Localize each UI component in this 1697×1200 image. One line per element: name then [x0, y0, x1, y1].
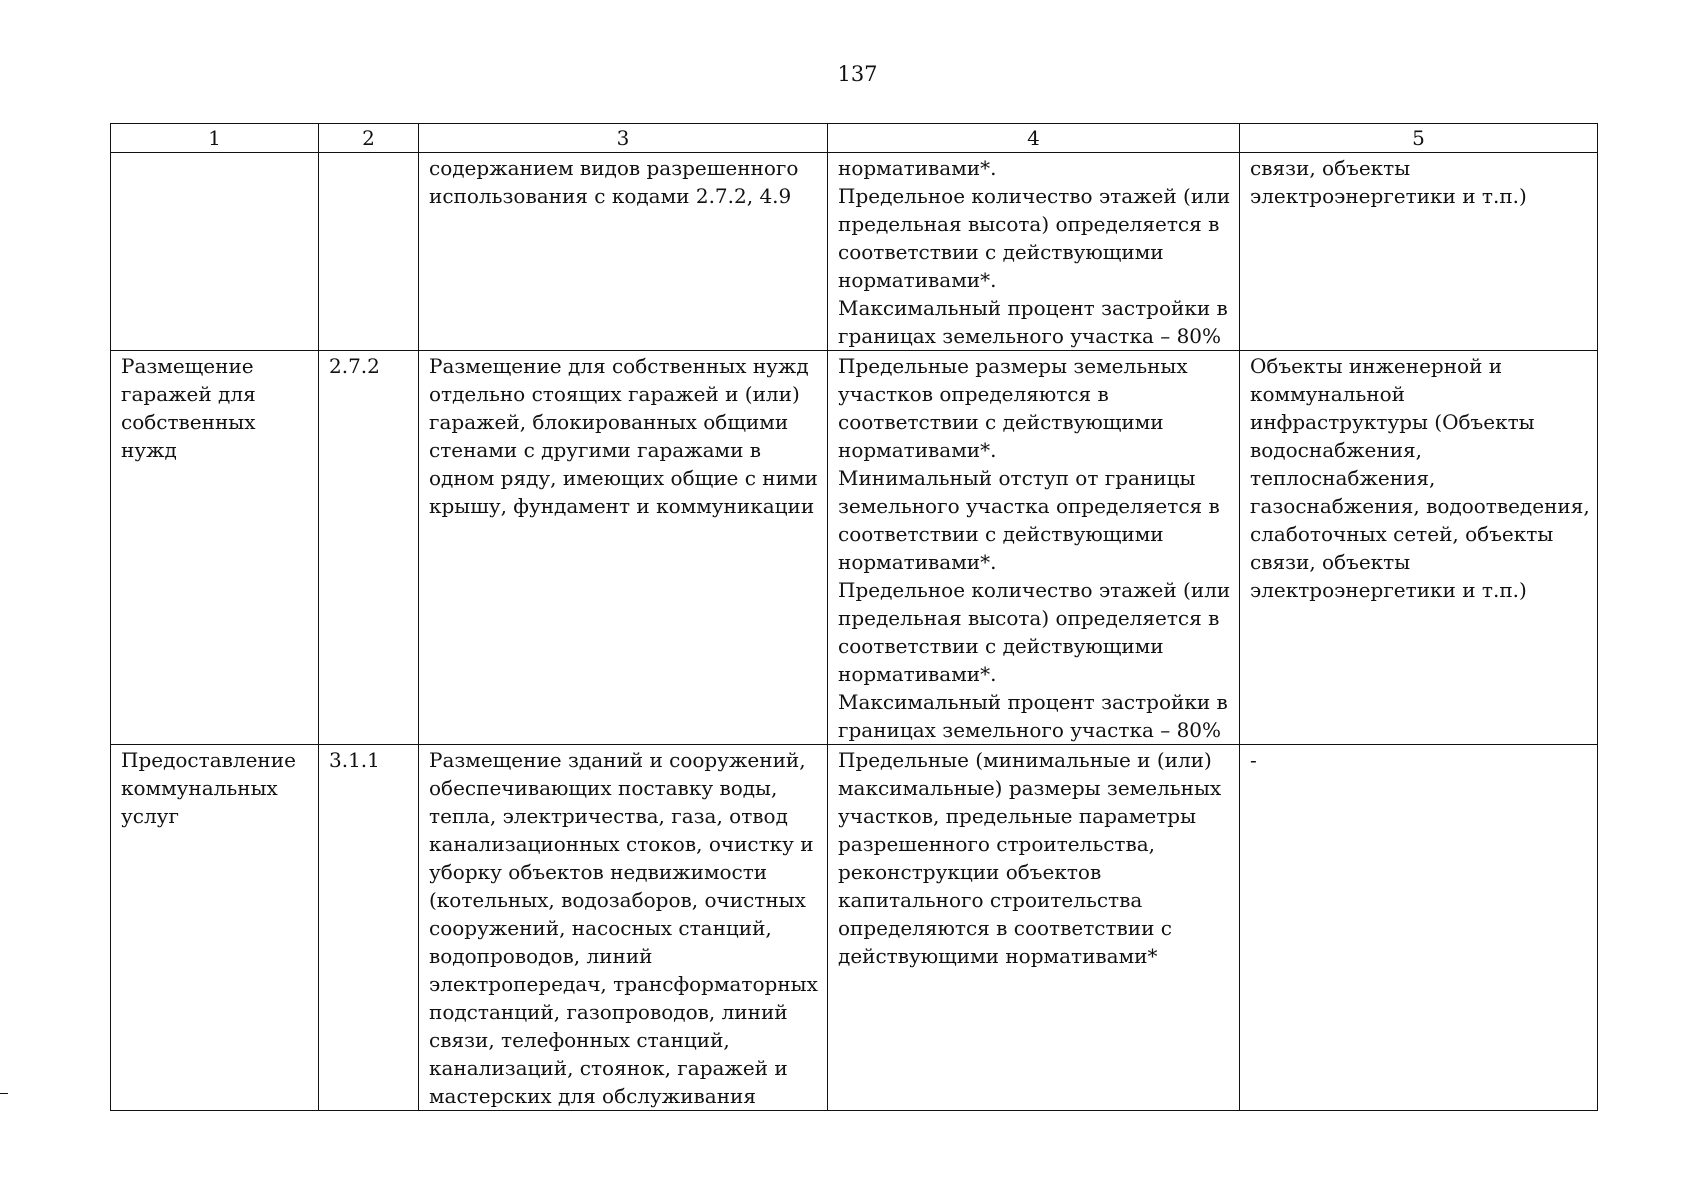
cell-text-line: участков, предельные параметры — [838, 804, 1197, 828]
cell-use-name — [111, 745, 319, 1111]
cell-text-line: Предельные (минимальные и (или) — [838, 748, 1212, 772]
cell-code — [319, 351, 419, 745]
cell-text-line: Максимальный процент застройки в — [838, 296, 1228, 320]
cell-auxiliary-objects — [1240, 153, 1598, 351]
cell-text-line: нормативами*. — [838, 438, 997, 462]
cell-text-line: Размещение — [121, 354, 254, 378]
cell-use-name — [111, 153, 319, 351]
page-number: 137 — [837, 62, 878, 86]
header-col-5: 5 — [1240, 124, 1598, 153]
cell-text-line: коммунальной — [1250, 382, 1405, 406]
cell-text-line: участков определяются в — [838, 382, 1109, 406]
cell-text-line: электроэнергетики и т.п.) — [1250, 578, 1527, 602]
cell-text-line: Максимальный процент застройки в — [838, 690, 1228, 714]
cell-text-line: инфраструктуры (Объекты — [1250, 410, 1535, 434]
cell-text-line: максимальные) размеры земельных — [838, 776, 1222, 800]
cell-text-line: водоснабжения, — [1250, 438, 1423, 462]
cell-text-line: капитального строительства — [838, 888, 1143, 912]
cell-text-line: 2.7.2 — [329, 354, 380, 378]
cell-text-line: соответствии с действующими — [838, 522, 1164, 546]
cell-parameters — [828, 153, 1240, 351]
cell-text-line: определяются в соответствии с — [838, 916, 1173, 940]
cell-text-line: 3.1.1 — [329, 748, 380, 772]
cell-text-line: обеспечивающих поставку воды, — [429, 776, 778, 800]
table-header-row — [111, 124, 1598, 153]
cell-use-description — [419, 153, 828, 351]
cell-text-line: нормативами*. — [838, 550, 997, 574]
cell-text-line: уборку объектов недвижимости — [429, 860, 768, 884]
cell-text-line: земельного участка определяется в — [838, 494, 1220, 518]
header-col-1: 1 — [111, 124, 319, 153]
cell-text-line: предельная высота) определяется в — [838, 212, 1220, 236]
cell-text-line: слаботочных сетей, объекты — [1250, 522, 1554, 546]
cell-text-line: соответствии с действующими — [838, 410, 1164, 434]
cell-code — [319, 745, 419, 1111]
table-row — [111, 745, 1598, 1111]
cell-text-line: нормативами*. — [838, 156, 997, 180]
cell-text-line: электроэнергетики и т.п.) — [1250, 184, 1527, 208]
table-row — [111, 351, 1598, 745]
cell-text-line: гаражей для — [121, 382, 256, 406]
cell-text-line: реконструкции объектов — [838, 860, 1102, 884]
cell-text-line: Предельные размеры земельных — [838, 354, 1188, 378]
cell-text-line: подстанций, газопроводов, линий — [429, 1000, 788, 1024]
cell-text-line: связи, объекты — [1250, 550, 1411, 574]
cell-text-line: использования с кодами 2.7.2, 4.9 — [429, 184, 792, 208]
cell-use-description — [419, 351, 828, 745]
cell-parameters — [828, 351, 1240, 745]
cell-text-line: водопроводов, линий — [429, 944, 653, 968]
cell-text-line: соответствии с действующими — [838, 240, 1164, 264]
cell-auxiliary-objects — [1240, 745, 1598, 1111]
cell-text-line: тепла, электричества, газа, отвод — [429, 804, 788, 828]
cell-text-line: мастерских для обслуживания — [429, 1084, 756, 1108]
cell-auxiliary-objects — [1240, 351, 1598, 745]
cell-text-line: Предельное количество этажей (или — [838, 578, 1231, 602]
cell-text-line: Предоставление — [121, 748, 296, 772]
cell-text-line: Размещение зданий и сооружений, — [429, 748, 806, 772]
cell-text-line: границах земельного участка – 80% — [838, 324, 1222, 348]
regulations-table — [110, 123, 1598, 1111]
cell-text-line: сооружений, насосных станций, — [429, 916, 772, 940]
cell-parameters — [828, 745, 1240, 1111]
cell-text-line: нормативами*. — [838, 662, 997, 686]
cell-text-line: предельная высота) определяется в — [838, 606, 1220, 630]
cell-text-line: одном ряду, имеющих общие с ними — [429, 466, 818, 490]
cell-text-line: связи, телефонных станций, — [429, 1028, 730, 1052]
cell-text-line: гаражей, блокированных общими — [429, 410, 789, 434]
header-col-2: 2 — [319, 124, 419, 153]
cell-text-line: (котельных, водозаборов, очистных — [429, 888, 806, 912]
cell-code — [319, 153, 419, 351]
cell-text-line: услуг — [121, 804, 179, 828]
header-col-4: 4 — [828, 124, 1240, 153]
margin-dash — [0, 1093, 8, 1094]
header-col-3: 3 — [419, 124, 828, 153]
cell-text-line: электропередач, трансформаторных — [429, 972, 818, 996]
cell-text-line: Минимальный отступ от границы — [838, 466, 1196, 490]
cell-text-line: газоснабжения, водоотведения, — [1250, 494, 1590, 518]
cell-text-line: Размещение для собственных нужд — [429, 354, 809, 378]
cell-text-line: соответствии с действующими — [838, 634, 1164, 658]
cell-text-line: - — [1250, 748, 1257, 772]
cell-text-line: действующими нормативами* — [838, 944, 1158, 968]
cell-text-line: Объекты инженерной и — [1250, 354, 1503, 378]
cell-text-line: коммунальных — [121, 776, 278, 800]
cell-text-line: стенами с другими гаражами в — [429, 438, 762, 462]
cell-text-line: крышу, фундамент и коммуникации — [429, 494, 815, 518]
cell-text-line: границах земельного участка – 80% — [838, 718, 1222, 742]
cell-text-line: связи, объекты — [1250, 156, 1411, 180]
table-row — [111, 153, 1598, 351]
cell-text-line: Предельное количество этажей (или — [838, 184, 1231, 208]
cell-text-line: содержанием видов разрешенного — [429, 156, 799, 180]
cell-text-line: собственных — [121, 410, 256, 434]
cell-text-line: нужд — [121, 438, 177, 462]
cell-text-line: канализационных стоков, очистку и — [429, 832, 814, 856]
cell-use-description — [419, 745, 828, 1111]
cell-text-line: отдельно стоящих гаражей и (или) — [429, 382, 800, 406]
cell-text-line: теплоснабжения, — [1250, 466, 1436, 490]
cell-text-line: канализаций, стоянок, гаражей и — [429, 1056, 788, 1080]
cell-use-name — [111, 351, 319, 745]
cell-text-line: нормативами*. — [838, 268, 997, 292]
cell-text-line: разрешенного строительства, — [838, 832, 1156, 856]
